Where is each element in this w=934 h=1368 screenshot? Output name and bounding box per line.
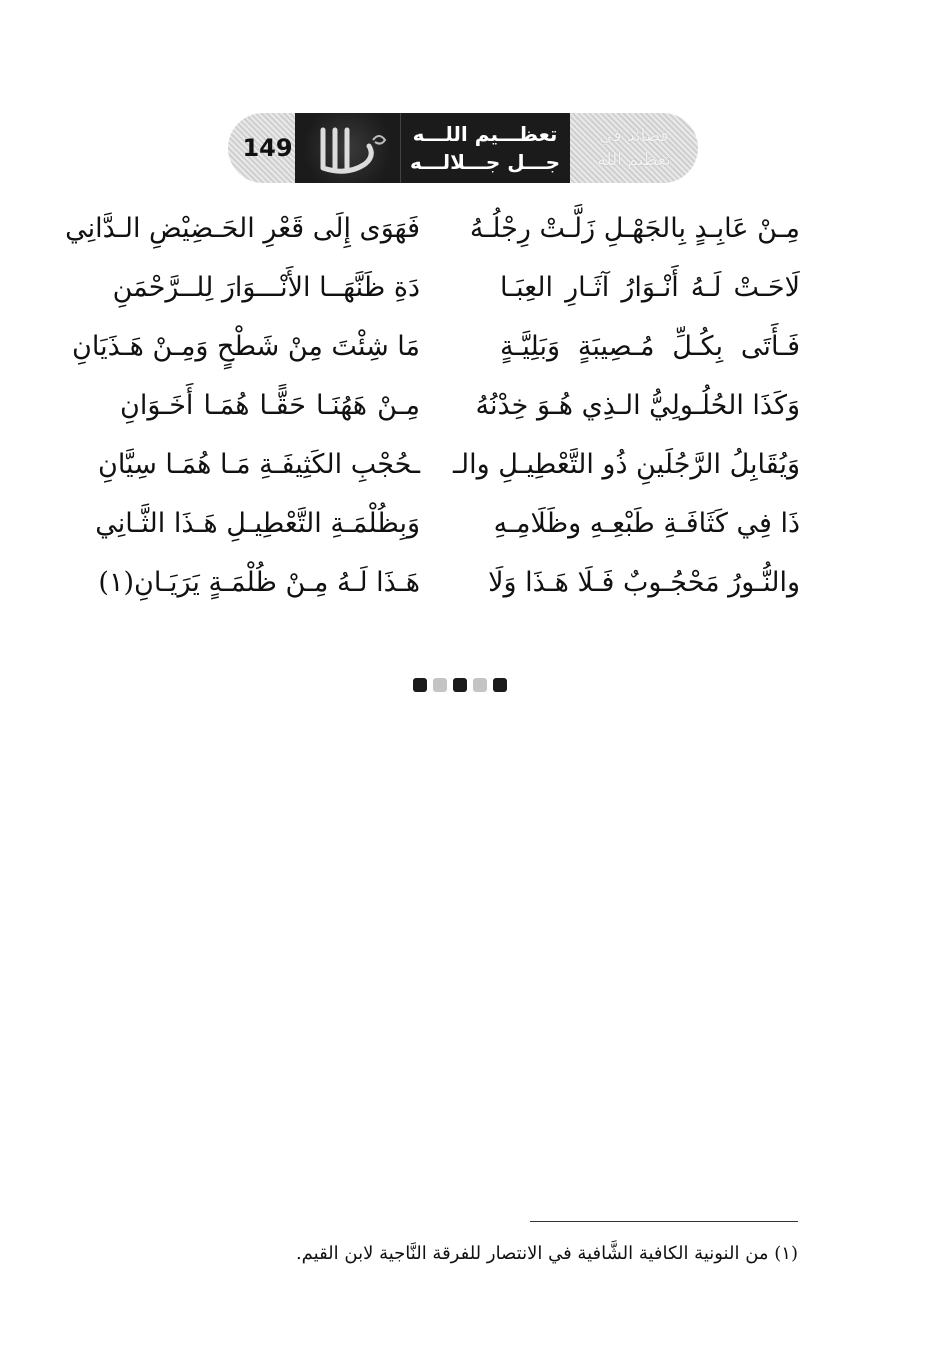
verse-1: [65, 205, 800, 264]
verse-4-sadr: وَكَذَا الحُلُـولِيُّ الـذِي هُـوَ خِدْنُهُ: [475, 390, 800, 421]
separator-square-icon: [453, 678, 467, 692]
separator-square-icon: [473, 678, 487, 692]
header-title-block: [295, 113, 570, 183]
verse-2: [112, 264, 800, 323]
chapter-title: [400, 113, 570, 183]
series-line-1: قصائد في: [599, 126, 669, 146]
verse-1-ajuz: فَهَوَى إِلَى قَعْرِ الحَـضِيْضِ الـدَّانِي: [65, 213, 420, 244]
verse-2-ajuz: دَةِ ظَنَّهَــا الأَنْـــوَارَ لِلــرَّحْمَنِ: [112, 272, 420, 303]
chapter-title-line-1: تعظـــيم اللـــه: [412, 122, 558, 146]
verse-6-sadr: ذَا فِي كَثَافَـةِ طَبْعِـهِ وظَلَامِـهِ: [493, 508, 800, 539]
verse-6: [95, 500, 800, 559]
verse-3-sadr: فَـأَتَى بِكُـلِّ مُـصِيبَةٍ وَبَلِيَّـةٍ: [500, 331, 800, 362]
separator-square-icon: [413, 678, 427, 692]
verse-5-ajuz: ـحُجْبِ الكَثِيفَـةِ مَـا هُمَـا سِيَّانِ: [98, 449, 420, 480]
verse-6-ajuz: وَبِظُلْمَـةِ التَّعْطِيـلِ هَـذَا الثَّـانِي: [95, 508, 420, 539]
verse-7-sadr: والنُّـورُ مَحْجُـوبٌ فَـلَا هَـذَا وَلَا: [488, 567, 800, 598]
page-number: 149: [242, 134, 293, 162]
chapter-title-line-2: جـــل جـــلالـــه: [410, 150, 560, 174]
verse-1-sadr: مِـنْ عَابِـدٍ بِالجَهْـلِ زَلَّـتْ رِجْلُـهُ: [469, 213, 800, 244]
verse-4: [120, 382, 800, 441]
section-separator: [413, 678, 507, 692]
verse-5-sadr: وَيُقَابِلُ الرَّجُلَينِ ذُو التَّعْطِيـلِ والـ: [453, 449, 800, 480]
series-line-2: تعظيم الله: [597, 150, 671, 170]
verse-3-ajuz: مَا شِئْتَ مِنْ شَطْحٍ وَمِـنْ هَـذَيَانِ: [72, 331, 420, 362]
footnote: (١) من النونية الكافية الشَّافية في الانتصار للفرقة النَّاجية لابن القيم.: [295, 1243, 798, 1264]
verse-2-sadr: لَاحَـتْ لَـهُ أَنْـوَارُ آثَـارِ العِبَـا: [500, 272, 800, 303]
allah-calligraphy-emblem: [295, 113, 401, 183]
poem-body: [65, 205, 800, 618]
verse-5: [98, 441, 800, 500]
footnote-divider: [530, 1221, 798, 1222]
page-header: [228, 113, 698, 183]
separator-square-icon: [493, 678, 507, 692]
verse-7-ajuz: هَـذَا لَـهُ مِـنْ ظُلْمَـةٍ يَرَيَـانِ(١): [98, 567, 420, 598]
verse-3: [72, 323, 800, 382]
verse-7: [98, 559, 800, 618]
series-label: [570, 113, 698, 183]
calligraphy-icon: [303, 118, 393, 178]
verse-4-ajuz: مِـنْ هَهُنَـا حَقًّـا هُمَـا أَخَـوَانِ: [120, 390, 420, 421]
separator-square-icon: [433, 678, 447, 692]
